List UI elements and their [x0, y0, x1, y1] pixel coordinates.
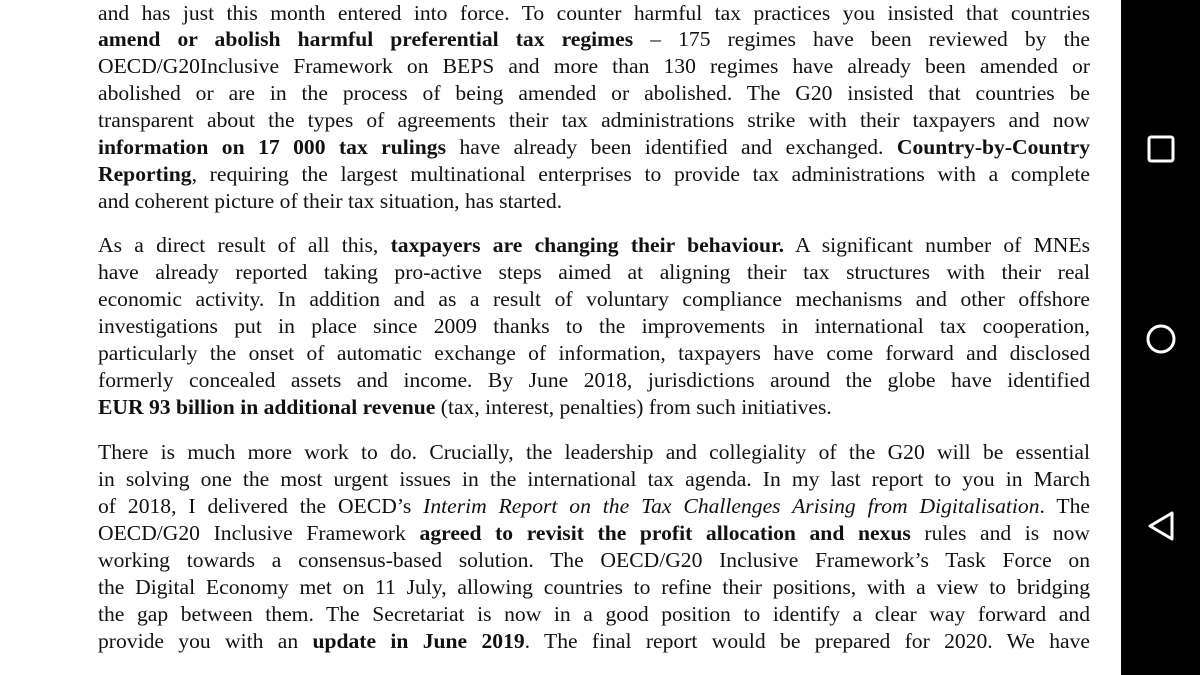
text-line [98, 520, 1090, 547]
text-run: have already reported taking pro-active steps aimed at aligning their tax structures with their real [98, 260, 1090, 284]
text-line [98, 439, 1090, 466]
text-line [98, 161, 1090, 188]
text-line [98, 493, 1090, 520]
text-run: formerly concealed assets and income. By June 2018, jurisdictions around the globe have identified [98, 368, 1090, 392]
text-run: , requiring the largest multinational enterprises to provide tax administrations with a complete [191, 162, 1090, 186]
circle-icon [1144, 322, 1178, 356]
text-run: the gap between them. The Secretariat is now in a good position to identify a clear way forward and [98, 602, 1090, 626]
bold-text: update in June 2019 [312, 629, 525, 653]
text-run: and has just this month entered into force. To counter harmful tax practices you insisted that countries [98, 1, 1090, 25]
text-run: investigations put in place since 2009 thanks to the improvements in international tax cooperation, [98, 314, 1090, 338]
text-line [98, 367, 1090, 394]
text-line [98, 53, 1090, 80]
text-run: OECD/G20Inclusive Framework on BEPS and more than 130 regimes have already been amended or [98, 54, 1090, 78]
text-line [98, 628, 1090, 655]
text-line [98, 0, 1090, 27]
text-run: OECD/G20 Inclusive Framework [98, 521, 420, 545]
text-line [98, 313, 1090, 340]
text-run: . The [1039, 494, 1090, 518]
text-run: (tax, interest, penalties) from such initiatives. [435, 395, 832, 419]
bold-text: amend or abolish harmful preferential tax regimes [98, 27, 634, 51]
italic-text: Interim Report on the Tax Challenges Arising from Digitalisation [423, 494, 1040, 518]
text-line [98, 107, 1090, 134]
text-line [98, 188, 1090, 215]
text-line [98, 232, 1090, 259]
text-run: provide you with an [98, 629, 313, 653]
bold-text: Country-by-Country [896, 135, 1091, 159]
text-run: abolished or are in the process of being amended or abolished. The G20 insisted that countries be [98, 81, 1090, 105]
text-run: have already been identified and exchanged. [446, 135, 897, 159]
text-run: As a direct result of all this, [98, 233, 391, 257]
square-icon [1146, 134, 1176, 164]
back-button[interactable] [1121, 486, 1200, 566]
android-navigation-bar [1121, 0, 1200, 675]
text-line [98, 601, 1090, 628]
text-line [98, 80, 1090, 107]
triangle-back-icon [1146, 510, 1176, 542]
text-line [98, 466, 1090, 493]
text-line [98, 26, 1090, 53]
text-line [98, 547, 1090, 574]
text-run: and coherent picture of their tax situation, has started. [98, 189, 563, 213]
text-run: in solving one the most urgent issues in the international tax agenda. In my last report to you in March [98, 467, 1090, 491]
text-line [98, 259, 1090, 286]
text-run: the Digital Economy met on 11 July, allowing countries to refine their positions, with a view to bridging [98, 575, 1090, 599]
text-line [98, 340, 1090, 367]
bold-text: taxpayers are changing their behaviour. [390, 233, 785, 257]
bold-text: information on 17 000 tax rulings [98, 135, 446, 159]
text-run: – 175 regimes have been reviewed by the [633, 27, 1090, 51]
bold-text: EUR 93 billion in additional revenue [98, 395, 436, 419]
text-run: There is much more work to do. Crucially, the leadership and collegiality of the G20 will be essential [98, 440, 1090, 464]
text-line [98, 574, 1090, 601]
text-run: economic activity. In addition and as a result of voluntary compliance mechanisms and other offshore [98, 287, 1090, 311]
text-line [98, 394, 1090, 421]
home-button[interactable] [1121, 299, 1200, 379]
recent-apps-button[interactable] [1121, 109, 1200, 189]
text-run: transparent about the types of agreements their tax administrations strike with their taxpayers and now [98, 108, 1090, 132]
text-run: A significant number of MNEs [784, 233, 1090, 257]
text-run: particularly the onset of automatic exchange of information, taxpayers have come forward and disclosed [98, 341, 1090, 365]
text-run: . The final report would be prepared for 2020. We have [524, 629, 1090, 653]
text-line [98, 134, 1090, 161]
text-run: rules and is now [910, 521, 1090, 545]
text-run: working towards a consensus-based solution. The OECD/G20 Inclusive Framework’s Task Force on [98, 548, 1090, 572]
bold-text: agreed to revisit the profit allocation and nexus [419, 521, 911, 545]
text-line [98, 286, 1090, 313]
bold-text: Reporting [98, 162, 192, 186]
text-run: of 2018, I delivered the OECD’s [98, 494, 424, 518]
